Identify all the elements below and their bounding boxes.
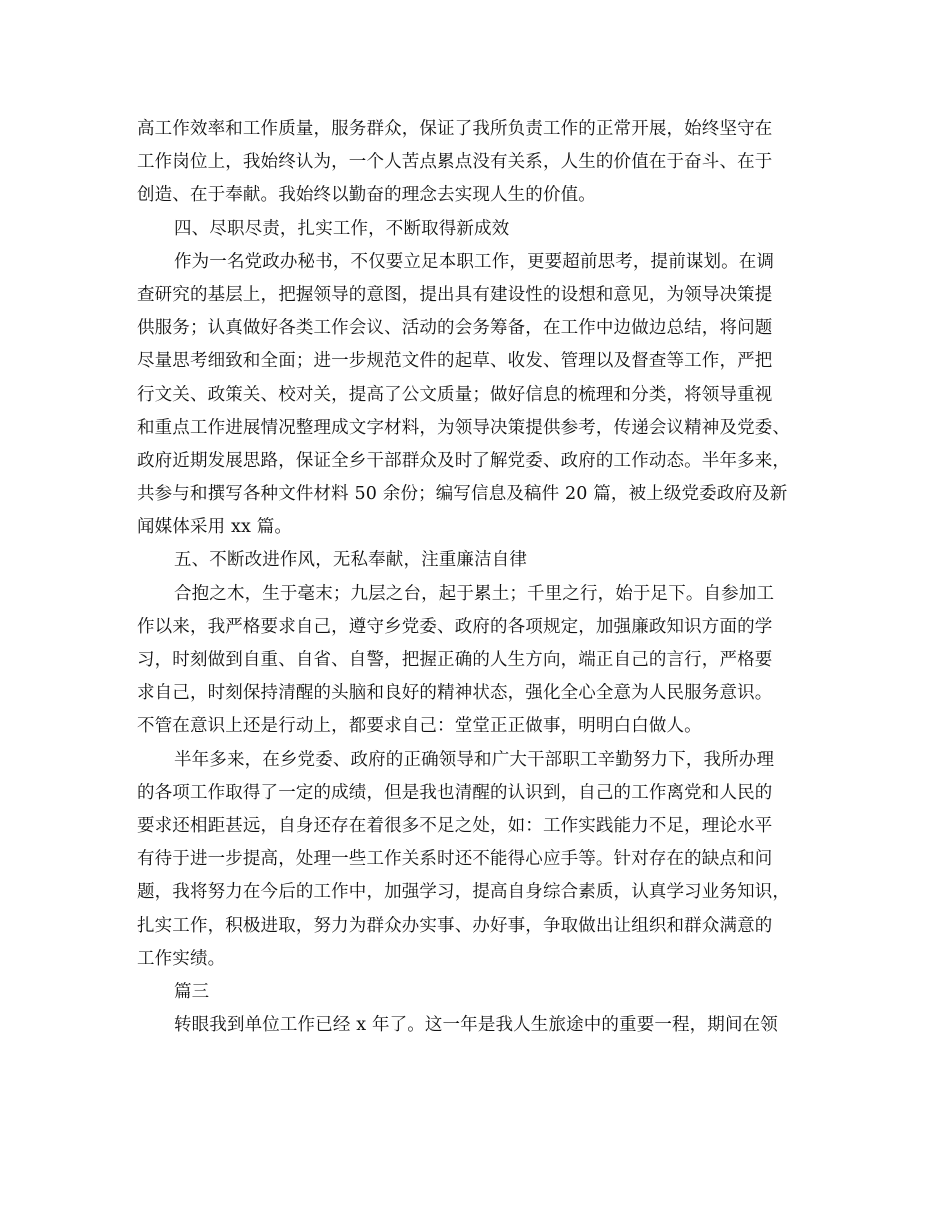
text-line: 作为一名党政办秘书，不仅要立足本职工作，更要超前思考，提前谋划。在调	[174, 251, 775, 272]
text-line: 不管在意识上还是行动上，都要求自己：堂堂正正做事，明明白白做人。	[137, 716, 702, 737]
text-line: 有待于进一步提高，处理一些工作关系时还不能得心应手等。针对存在的缺点和问	[137, 849, 773, 870]
text-line: 政府近期发展思路，保证全乡干部群众及时了解党委、政府的工作动态。半年多来，	[137, 450, 791, 471]
text-line: 工作岗位上，我始终认为，一个人苦点累点没有关系，人生的价值在于奋斗、在于	[137, 152, 773, 173]
text-line: 工作实绩。	[137, 948, 226, 969]
text-line: 转眼我到单位工作已经 x 年了。这一年是我人生旅途中的重要一程，期间在领	[174, 1015, 778, 1036]
text-line: 共参与和撰写各种文件材料 50 余份；编写信息及稿件 20 篇，被上级党委政府及新	[137, 484, 788, 505]
text-line: 尽量思考细致和全面；进一步规范文件的起草、收发、管理以及督查等工作，严把	[137, 351, 773, 372]
text-line: 的各项工作取得了一定的成绩，但是我也清醒的认识到，自己的工作离党和人民的	[137, 782, 773, 803]
text-line: 扎实工作，积极进取，努力为群众办实事、办好事，争取做出让组织和群众满意的	[137, 915, 773, 936]
text-line: 供服务；认真做好各类工作会议、活动的会务筹备，在工作中边做边总结，将问题	[137, 318, 773, 339]
text-line: 和重点工作进展情况整理成文字材料，为领导决策提供参考，传递会议精神及党委、	[137, 417, 791, 438]
text-line: 行文关、政策关、校对关，提高了公文质量；做好信息的梳理和分类，将领导重视	[137, 384, 773, 405]
text-line: 作以来，我严格要求自己，遵守乡党委、政府的各项规定，加强廉政知识方面的学	[137, 616, 773, 637]
text-line: 四、尽职尽责，扎实工作，不断取得新成效	[174, 218, 510, 239]
text-line: 篇三	[174, 981, 210, 1002]
text-line: 要求还相距甚远，自身还存在着很多不足之处，如：工作实践能力不足，理论水平	[137, 815, 773, 836]
text-line: 求自己，时刻保持清醒的头脑和良好的精神状态，强化全心全意为人民服务意识。	[137, 683, 773, 704]
text-line: 题，我将努力在今后的工作中，加强学习，提高自身综合素质，认真学习业务知识，	[137, 882, 791, 903]
text-line: 查研究的基层上，把握领导的意图，提出具有建设性的设想和意见，为领导决策提	[137, 284, 773, 305]
text-line: 五、不断改进作风，无私奉献，注重廉洁自律	[174, 550, 527, 571]
text-line: 合抱之木，生于毫末；九层之台，起于累土；千里之行，始于足下。自参加工	[174, 583, 775, 604]
text-line: 创造、在于奉献。我始终以勤奋的理念去实现人生的价值。	[137, 185, 596, 206]
document-body	[137, 113, 827, 1042]
text-line: 半年多来，在乡党委、政府的正确领导和广大干部职工辛勤努力下，我所办理	[174, 749, 775, 770]
text-line: 高工作效率和工作质量，服务群众，保证了我所负责工作的正常开展，始终坚守在	[137, 119, 773, 139]
text-line: 闻媒体采用 xx 篇。	[137, 517, 293, 538]
text-line: 习，时刻做到自重、自省、自警，把握正确的人生方向，端正自己的言行，严格要	[137, 650, 773, 670]
